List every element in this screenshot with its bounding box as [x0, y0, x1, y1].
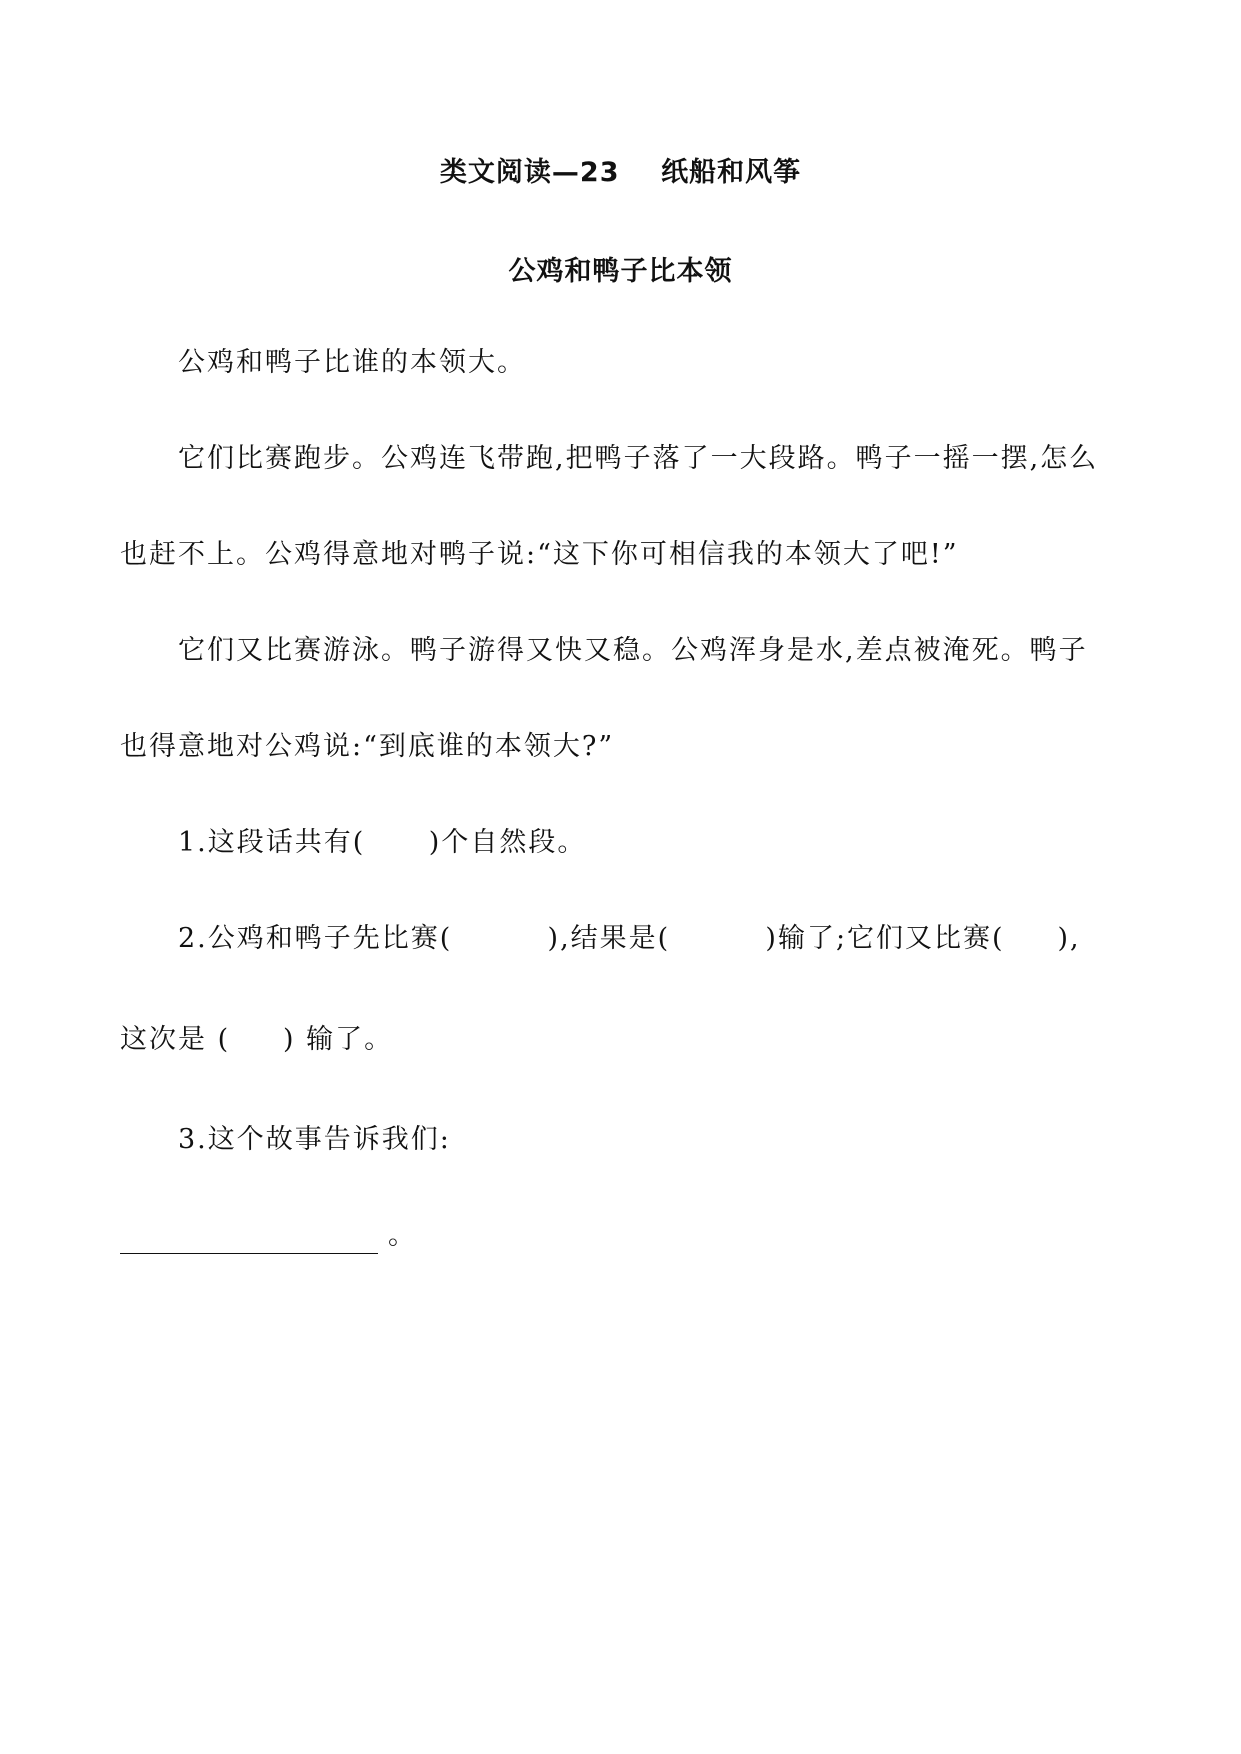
answer-blank-line[interactable]: [120, 1229, 378, 1254]
passage-paragraph-3-line-2: 也得意地对公鸡说:“到底谁的本领大?”: [120, 731, 615, 762]
question-2-line-1: 2.公鸡和鸭子先比赛( ),结果是( )输了;它们又比赛( ),: [178, 923, 1081, 954]
passage-title: 公鸡和鸭子比本领: [508, 256, 733, 287]
question-2-line-2: 这次是 ( ) 输了。: [120, 1024, 394, 1055]
passage-paragraph-2-line-2: 也赶不上。公鸡得意地对鸭子说:“这下你可相信我的本领大了吧!”: [120, 539, 959, 570]
question-3: 3.这个故事告诉我们:: [178, 1124, 451, 1155]
question-3-answer-row: [120, 1218, 415, 1254]
question-1: 1.这段话共有( )个自然段。: [178, 827, 587, 858]
answer-end-period: 。: [388, 1220, 415, 1251]
passage-paragraph-2-line-1: 它们比赛跑步。公鸡连飞带跑,把鸭子落了一大段路。鸭子一摇一摆,怎么: [178, 443, 1099, 474]
page-title: 类文阅读—23 纸船和风筝: [439, 157, 802, 188]
passage-paragraph-3-line-1: 它们又比赛游泳。鸭子游得又快又稳。公鸡浑身是水,差点被淹死。鸭子: [178, 635, 1088, 666]
passage-paragraph-1: 公鸡和鸭子比谁的本领大。: [178, 347, 526, 378]
